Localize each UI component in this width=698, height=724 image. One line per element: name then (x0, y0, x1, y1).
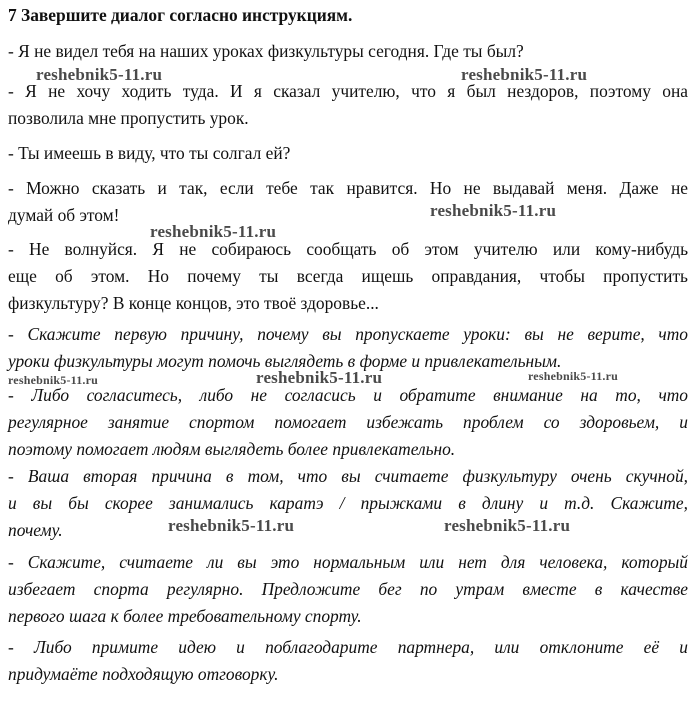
text-line: - Скажите первую причину, почему вы пропускаете уроки: вы не верите, что (8, 324, 688, 344)
text-line: - Либо согласитесь, либо не согласись и обратите внимание на то, что (8, 385, 688, 405)
watermark: reshebnik5-11.ru (36, 65, 163, 84)
dialogue-line-3 (8, 140, 688, 167)
text-line: избегает спорта регулярно. Предложите бег по утрам вместе в качестве (8, 579, 688, 599)
text-line: придумаёте подходящую отговорку. (8, 664, 279, 684)
watermark: reshebnik5-11.ru (8, 373, 98, 387)
text-line: - Ваша вторая причина в том, что вы считаете физкультуру очень скучной, (8, 466, 688, 486)
watermark: reshebnik5-11.ru (444, 516, 571, 535)
text-line: - Я не хочу ходить туда. И я сказал учителю, что я был нездоров, поэтому она (8, 81, 688, 101)
exercise-title: 7 Завершите диалог согласно инструкциям. (8, 5, 353, 25)
text-line: почему. (8, 520, 63, 540)
watermark: reshebnik5-11.ru (528, 369, 618, 383)
text-line: - Либо примите идею и поблагодарите партнера, или отклоните её и (8, 637, 688, 657)
text-line: - Можно сказать и так, если тебе так нравится. Но не выдавай меня. Даже не (8, 178, 688, 198)
watermark: reshebnik5-11.ru (168, 516, 295, 535)
dialogue-line-4 (8, 175, 688, 229)
watermark: reshebnik5-11.ru (150, 222, 277, 241)
text-line: физкультуру? В конце концов, это твоё здоровье... (8, 293, 379, 313)
text-line: позволила мне пропустить урок. (8, 108, 249, 128)
text-line: - Я не видел тебя на наших уроках физкультуры сегодня. Где ты был? (8, 41, 524, 61)
instruction-3 (8, 463, 688, 544)
text-line: регулярное занятие спортом помогает избежать проблем со здоровьем, и (8, 412, 688, 432)
text-line: уроки физкультуры могут помочь выглядеть в форме и привлекательным. (8, 351, 562, 371)
text-line: думай об этом! (8, 205, 120, 225)
watermark: reshebnik5-11.ru (461, 65, 588, 84)
watermark: reshebnik5-11.ru (256, 368, 383, 387)
text-line: еще об этом. Но почему ты всегда ищешь оправдания, чтобы пропустить (8, 266, 688, 286)
instruction-4 (8, 549, 688, 630)
text-line: поэтому помогает людям выглядеть более привлекательно. (8, 439, 456, 459)
text-line: - Не волнуйся. Я не собираюсь сообщать об этом учителю или кому-нибудь (8, 239, 688, 259)
dialogue-line-5 (8, 236, 688, 317)
text-line: - Ты имеешь в виду, что ты солгал ей? (8, 143, 291, 163)
text-line: первого шага к более требовательному спорту. (8, 606, 362, 626)
watermark: reshebnik5-11.ru (430, 201, 557, 220)
instruction-2 (8, 382, 688, 463)
text-line: и вы бы скорее занимались каратэ / прыжками в длину и т.д. Скажите, (8, 493, 688, 513)
text-line: - Скажите, считаете ли вы это нормальным или нет для человека, который (8, 552, 688, 572)
instruction-5 (8, 634, 688, 688)
